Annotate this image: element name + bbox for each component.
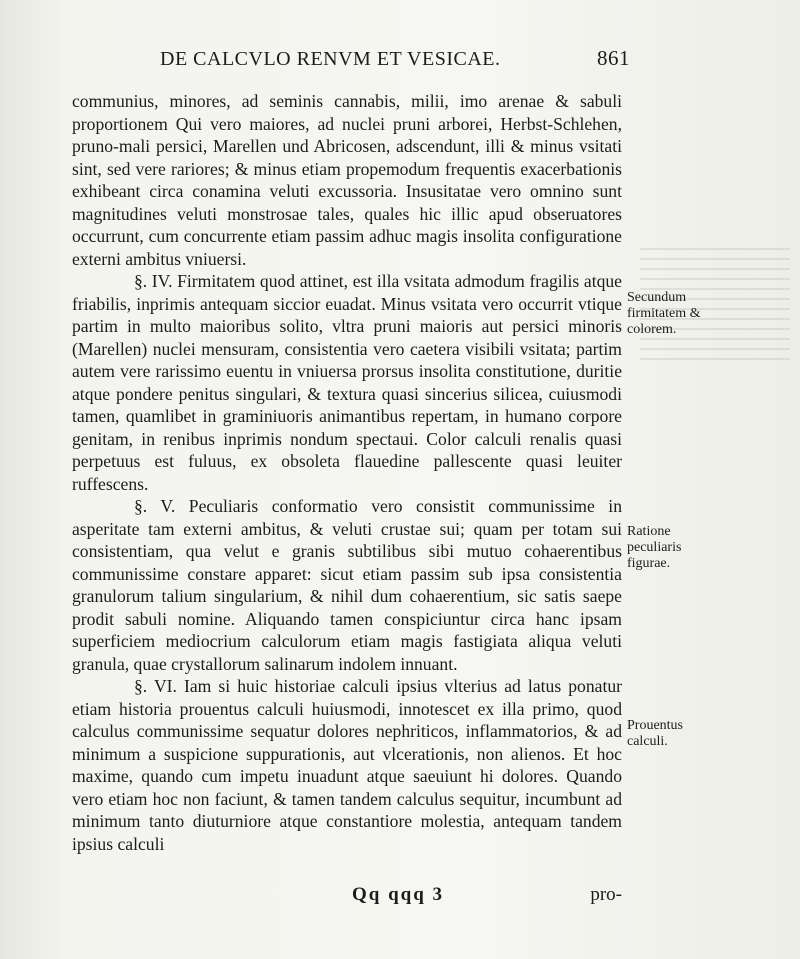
running-head <box>160 46 630 71</box>
body-text <box>72 90 622 855</box>
paragraph-section-4: §. IV. Firmitatem quod attinet, est illa vsitata admodum fragilis atque friabilis, inprimis antequam siccior euadat. Minus vsitata vero occurrit vtique partim in multo maioribus solito, vltra pruni maioris aut persici minoris (Marellen) nuclei mensuram, consistentia vero caetera visibili vsitata; partim autem vere rarissimo euentu in vniuersa prorsus insolita constitutione, duritie atque pondere penitus singulari, & textura quasi sincerius silicea, cuiusmodi tamen, quamlibet in graminiuoris animantibus repertam, in humano corpore genitam, in renibus inprimis nondum spectaui. Color calculi renalis quasi perpetuus est fuluus, ex obsoleta flauedine pallescente quasi leuiter ruffescens. <box>72 271 622 494</box>
margin-note-firmitas: Secundum firmitatem & colorem. <box>627 290 701 337</box>
paragraph-section-6: §. VI. Iam si huic historiae calculi ipsius vlterius ad latus ponatur etiam historia prouentus calculi huiusmodi, innotescet ex illa primo, quod calculus communissime sequatur dolores nephriticos, inflammatorios, & ad minimum a suspicione suppurationis, aut vlcerationis, non alienos. Et hoc maxime, quando cum impetu inuadunt atque saeuiunt hi dolores. Quando vero etiam hoc non faciunt, & tamen tandem calculus sequitur, incumbunt ad minimum tanto diuturniore atque constantiore molestia, antequam tandem ipsius calculi <box>72 676 622 854</box>
paragraph-section-5: §. V. Peculiaris conformatio vero consistit communissime in asperitate tam externi ambitus, & veluti crustae sui; quam per totam sui consistentiam, qua velut e granis subtilibus sibi mutuo cohaerentibus communissime constare apparet: sicut etiam passim sub ipsa consistentia granulorum talium singularium, & nihil dum cohaerentium, sic satis saepe prodit sabuli nomine. Aliquando tamen conspiciuntur circa hanc ipsam superficiem mediocrium calculorum etiam magis fastigiata aliqua veluti granula, quae crystallorum salinarum indolem innuant. <box>72 496 622 674</box>
paragraph-continuation: communius, minores, ad seminis cannabis, milii, imo arenae & sabuli proportionem Qui vero maiores, ad nuclei pruni arborei, Herbst-Schlehen, pruno-mali persici, Marellen und Abricosen, adscendunt, illi & minus vsitati sint, sed vere rariores; & minus etiam propemodum frequentis exacerbationis exhibeant circa conamina veluti excussoria. Insusitatae vero omnino sunt magnitudines veluti monstrosae tales, quales hic illic apud obseruatores occurrunt, cum concurrente etiam passim adhuc magis insolita configuratione externi ambitus vniuersi. <box>72 91 622 269</box>
running-head-title: DE CALCVLO RENVM ET VESICAE. <box>160 48 501 70</box>
catchword: pro- <box>590 884 622 905</box>
page-number: 861 <box>597 46 630 70</box>
signature-mark: Qq qqq 3 <box>352 884 445 905</box>
margin-note-prouentus: Prouentus calculi. <box>627 718 683 749</box>
margin-note-figura: Ratione peculiaris figurae. <box>627 524 682 571</box>
